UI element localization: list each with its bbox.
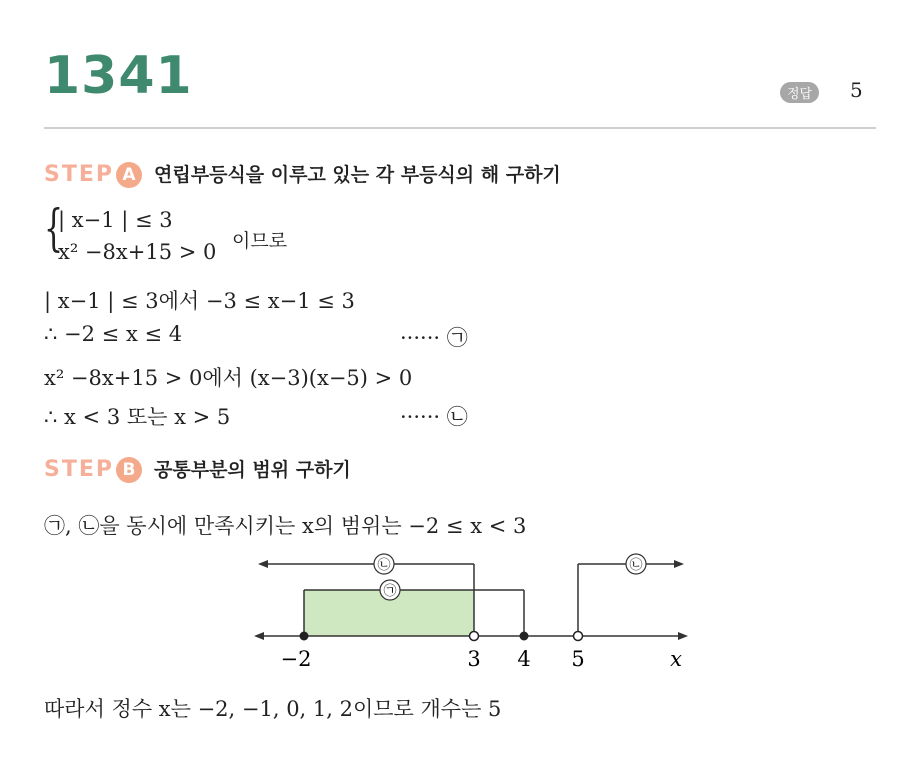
point-neg2-closed: [300, 632, 309, 641]
ray-right-arrow: [674, 560, 684, 568]
conclusion-line: 따라서 정수 x는 −2, −1, 0, 1, 2이므로 개수는 5: [44, 697, 502, 721]
step-b-heading: [44, 455, 351, 483]
number-line-diagram: [0, 540, 898, 680]
tick-label-3: 3: [467, 647, 481, 671]
axis-left-arrow: [254, 632, 264, 640]
system-suffix: 이므로: [232, 230, 288, 252]
step-a-line-3: x² −8x+15 > 0에서 (x−3)(x−5) > 0: [44, 366, 413, 390]
axis-right-arrow: [678, 632, 688, 640]
step-b-title: 공통부분의 범위 구하기: [154, 459, 351, 481]
tick-label-4: 4: [517, 647, 531, 671]
step-a-line-2: ∴ −2 ≤ x ≤ 4: [44, 322, 183, 346]
label-b-left: ㉡: [377, 558, 391, 573]
problem-number: 1341: [44, 46, 193, 106]
label-a: ㉠: [383, 584, 397, 599]
axis-label-x: x: [670, 647, 682, 671]
point-4-closed: [520, 632, 529, 641]
system-brace: {: [44, 199, 64, 257]
step-b-line-1: ㉠, ㉡을 동시에 만족시키는 x의 범위는 −2 ≤ x < 3: [44, 514, 527, 538]
step-a-mark-b: ······ ㉡: [400, 405, 468, 429]
label-b-right: ㉡: [629, 558, 643, 573]
step-a-line-1: | x−1 | ≤ 3에서 −3 ≤ x−1 ≤ 3: [44, 289, 355, 313]
step-a-title: 연립부등식을 이루고 있는 각 부등식의 해 구하기: [154, 164, 561, 186]
system-line-2: x² −8x+15 > 0: [58, 240, 217, 264]
step-b-badge: B: [116, 457, 142, 483]
answer-value: 5: [850, 78, 863, 102]
system-line-1: | x−1 | ≤ 3: [58, 208, 173, 232]
tick-label-5: 5: [571, 647, 585, 671]
step-a-heading: [44, 160, 561, 188]
step-a-tag: STEP: [44, 162, 115, 187]
header-divider: [44, 127, 876, 129]
step-a-badge: A: [116, 162, 142, 188]
step-a-mark-a: ······ ㉠: [400, 326, 468, 350]
step-a-line-4: ∴ x < 3 또는 x > 5: [44, 405, 231, 429]
point-3-open: [470, 632, 479, 641]
tick-label-neg2: −2: [280, 647, 312, 671]
step-b-tag: STEP: [44, 457, 115, 482]
point-5-open: [574, 632, 583, 641]
ray-left-arrow: [258, 560, 268, 568]
answer-badge: 정답: [780, 82, 819, 103]
